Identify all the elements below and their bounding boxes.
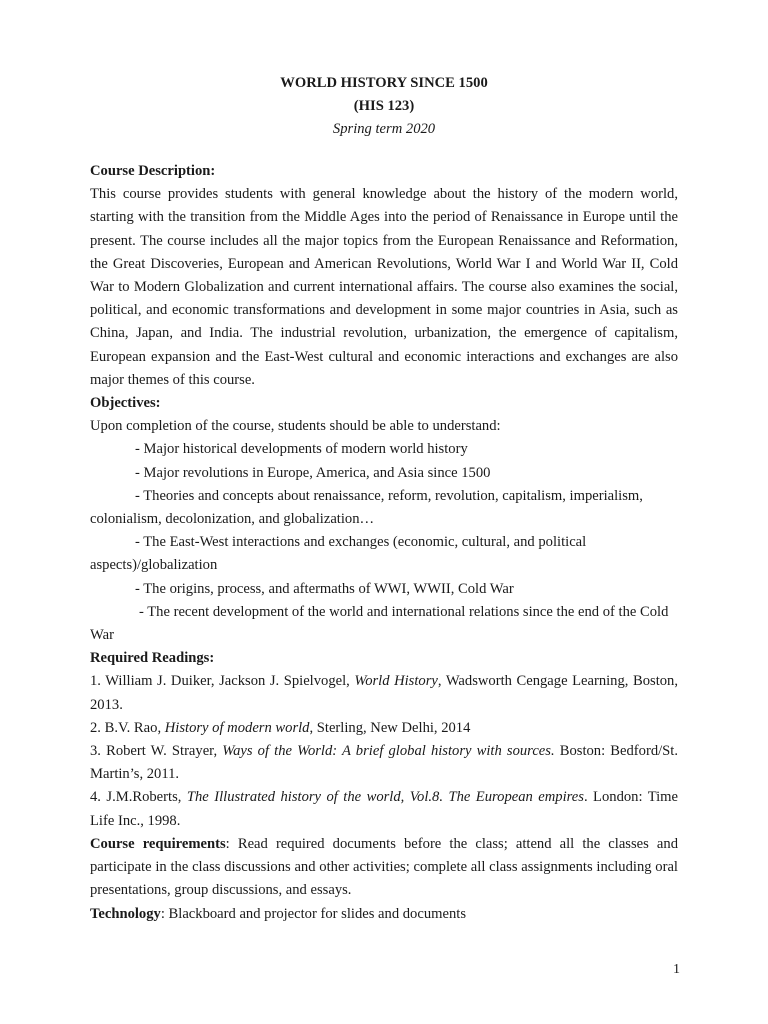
requirements-text: : Read required documents before the class; attend all the classes and participate in the class discussions and other activities; complete all class assignments including oral presentations, group discussions, and essays. [90, 835, 678, 899]
reading-author: 3. Robert W. Strayer, [90, 743, 223, 760]
objective-item: - Theories and concepts about renaissance, reform, revolution, capitalism, imperialism, colonialism, decolonization, and globalization… [90, 487, 643, 528]
reading-title: Ways of the World: A brief global history with sources. [222, 743, 555, 760]
description-text: This course provides students with general knowledge about the history of the modern world, starting with the transition from the Middle Ages into the period of Renaissance in Europe until the present. The course includes all the major topics from the European Renaissance and Reformation, the Great Discoveries, European and American Revolutions, World War I and World War II, Cold War to Modern Globalization and current international affairs. The course also examines the social, political, and economic transformations and development in some major countries in Asia, such as China, Japan, and India. The industrial revolution, urbanization, the emergence of capitalism, European expansion and the East-West cultural and economic interactions and exchanges are also major themes of this course. [90, 186, 678, 388]
reading-title: History of modern world [164, 719, 310, 736]
objective-item: - The origins, process, and aftermaths of WWI, WWII, Cold War [135, 580, 514, 597]
objective-item: - Major historical developments of modern world history [135, 441, 468, 458]
reading-author: 1. William J. Duiker, Jackson J. Spielvogel, [90, 673, 355, 690]
document-body [90, 160, 678, 926]
description-heading: Course Description: [90, 163, 216, 179]
reading-publisher: , Sterling, New Delhi, 2014 [309, 719, 471, 736]
reading-author: 2. B.V. Rao, [90, 719, 165, 736]
objectives-heading: Objectives: [90, 395, 161, 412]
course-code: (HIS 123) [353, 98, 415, 114]
reading-item [90, 717, 678, 740]
objective-item: - The recent development of the world and international relations since the end of the Cold War [90, 603, 669, 644]
course-term: Spring term 2020 [332, 121, 436, 137]
technology-label: Technology [90, 905, 161, 922]
reading-title: World History [354, 673, 438, 690]
reading-publisher: Boston: Bedford/St. Martin’s, 2011. [90, 743, 678, 783]
technology-paragraph [90, 903, 678, 926]
requirements-label: Course requirements [90, 835, 226, 852]
page-number: 1 [673, 962, 680, 977]
course-title: WORLD HISTORY SINCE 1500 [280, 75, 488, 91]
reading-item [90, 670, 678, 716]
reading-publisher: . London: Time Life Inc., 1998. [90, 789, 678, 829]
technology-text: : Blackboard and projector for slides and documents [160, 905, 466, 922]
reading-item [90, 740, 678, 786]
reading-author: 4. J.M.Roberts, [90, 789, 187, 806]
reading-title: The Illustrated history of the world, Vol.8. The European empires [186, 789, 584, 806]
objectives-intro: Upon completion of the course, students should be able to understand: [90, 418, 501, 435]
requirements-paragraph [90, 833, 678, 903]
objective-item: - Major revolutions in Europe, America, and Asia since 1500 [135, 464, 491, 481]
objective-item: - The East-West interactions and exchanges (economic, cultural, and political aspects)/globalization [90, 534, 587, 574]
readings-heading: Required Readings: [90, 650, 215, 667]
reading-publisher: , Wadsworth Cengage Learning, Boston, 2013. [90, 673, 678, 713]
reading-item [90, 786, 678, 832]
